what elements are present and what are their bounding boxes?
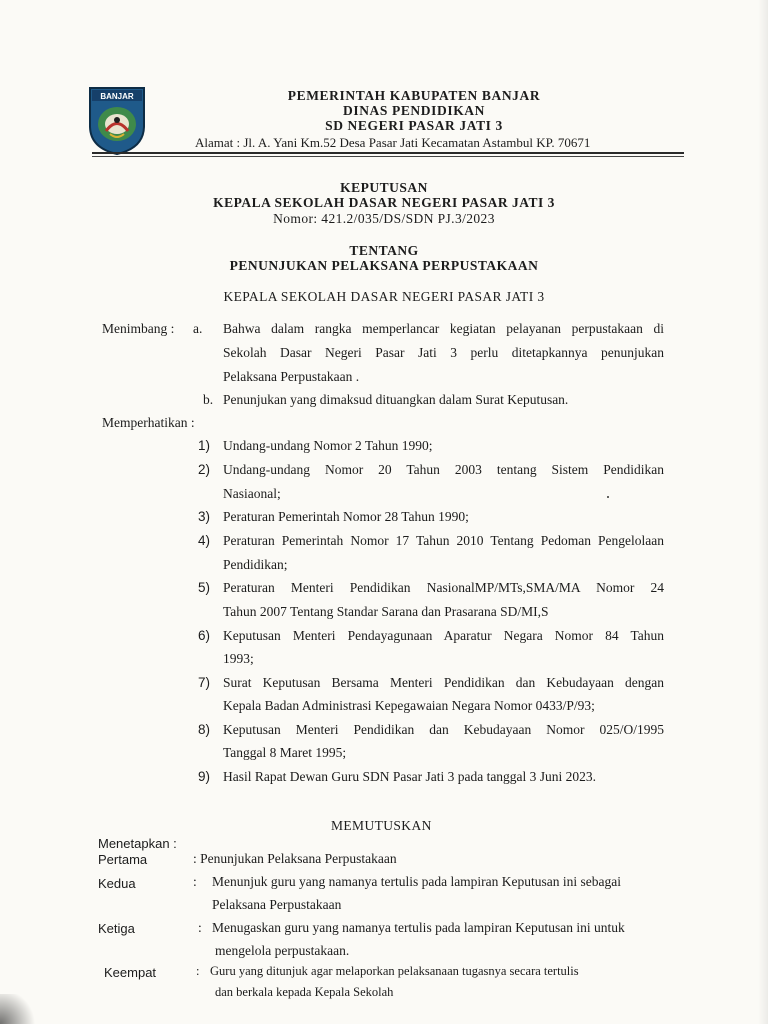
consideration-text: Surat Keputusan Bersama Menteri Pendidikan dan Kebudayaan dengan: [223, 675, 664, 690]
menimbang-a-marker: a.: [193, 321, 203, 336]
letterhead-rule-thin: [92, 156, 684, 157]
letterhead-line-department: DINAS PENDIDIKAN: [343, 103, 485, 118]
decree-issuer: KEPALA SEKOLAH DASAR NEGERI PASAR JATI 3: [213, 195, 555, 210]
menimbang-a-line-3: Pelaksana Perpustakaan .: [223, 369, 360, 384]
ketiga-label: Ketiga: [98, 921, 135, 936]
consideration-text: Peraturan Pemerintah Nomor 28 Tahun 1990;: [223, 509, 469, 524]
keempat-colon: :: [196, 964, 200, 978]
letterhead-address: Alamat : Jl. A. Yani Km.52 Desa Pasar Jati Kecamatan Astambul KP. 70671: [195, 135, 591, 150]
keempat-text-line-1: Guru yang ditunjuk agar melaporkan pelaksanaan tugasnya secara tertulis: [210, 964, 579, 978]
consideration-text: Peraturan Menteri Pendidikan NasionalMP/MTs,SMA/MA Nomor 24: [223, 580, 664, 595]
decree-number: Nomor: 421.2/035/DS/SDN PJ.3/2023: [273, 211, 495, 226]
consideration-text-continued: Tanggal 8 Maret 1995;: [223, 745, 347, 760]
menimbang-b-marker: b.: [203, 392, 214, 407]
consideration-number: 2): [197, 462, 210, 477]
ketiga-text-line-2: mengelola perpustakaan.: [215, 943, 350, 958]
letterhead-line-government: PEMERINTAH KABUPATEN BANJAR: [287, 88, 541, 103]
keempat-label: Keempat: [104, 965, 157, 980]
consideration-text: Keputusan Menteri Pendidikan dan Kebudayaan Nomor 025/O/1995: [223, 722, 664, 737]
consideration-number: 3): [197, 509, 210, 524]
memutuskan-heading: MEMUTUSKAN: [331, 818, 432, 833]
consideration-number: 4): [197, 533, 210, 548]
scan-corner-shadow: [0, 994, 40, 1024]
kedua-label: Kedua: [98, 876, 136, 891]
consideration-text-continued: Kepala Badan Administrasi Kepegawaian Negara Nomor 0433/P/93;: [223, 698, 595, 713]
consideration-number: 5): [197, 580, 210, 595]
decree-issuer-repeat: KEPALA SEKOLAH DASAR NEGERI PASAR JATI 3: [223, 289, 545, 304]
letterhead-rule-thick: [92, 152, 684, 154]
consideration-text: Peraturan Pemerintah Nomor 17 Tahun 2010 Tentang Pedoman Pengelolaan: [223, 533, 664, 548]
kedua-text-line-2: Pelaksana Perpustakaan: [212, 897, 342, 912]
scan-edge-shadow: [758, 0, 768, 1024]
menimbang-a-line-2: Sekolah Dasar Negeri Pasar Jati 3 perlu ditetapkannya penunjukan: [223, 345, 664, 360]
decree-heading: KEPUTUSAN: [340, 180, 428, 195]
kedua-text-line-1: Menunjuk guru yang namanya tertulis pada lampiran Keputusan ini sebagai: [212, 874, 622, 889]
consideration-number: 8): [197, 722, 210, 737]
consideration-number: 6): [197, 628, 210, 643]
consideration-text-continued: Tahun 2007 Tentang Standar Sarana dan Prasarana SD/MI,S: [223, 604, 549, 619]
consideration-text: Undang-undang Nomor 2 Tahun 1990;: [223, 438, 433, 453]
ketiga-text-line-1: Menugaskan guru yang namanya tertulis pada lampiran Keputusan ini untuk: [212, 920, 625, 935]
menimbang-label: Menimbang :: [102, 321, 175, 336]
pertama-text: : Penunjukan Pelaksana Perpustakaan: [193, 851, 397, 866]
ketiga-colon: :: [198, 920, 202, 935]
kedua-colon: :: [193, 874, 197, 889]
menimbang-b-text: Penunjukan yang dimaksud dituangkan dalam Surat Keputusan.: [223, 392, 569, 407]
consideration-text: Keputusan Menteri Pendayagunaan Aparatur Negara Nomor 84 Tahun: [223, 628, 664, 643]
consideration-number: 9): [197, 769, 210, 784]
letterhead-line-school: SD NEGERI PASAR JATI 3: [325, 118, 503, 133]
consideration-number: 7): [197, 675, 210, 690]
consideration-text-continued: 1993;: [223, 651, 254, 666]
decree-subject: PENUNJUKAN PELAKSANA PERPUSTAKAAN: [229, 258, 539, 273]
logo-text: BANJAR: [100, 92, 134, 101]
consideration-number: 1): [197, 438, 210, 453]
scan-speck: [607, 496, 609, 498]
consideration-text: Undang-undang Nomor 20 Tahun 2003 tentang Sistem Pendidikan: [223, 462, 664, 477]
menimbang-a-line-1: Bahwa dalam rangka memperlancar kegiatan pelayanan perpustakaan di: [223, 321, 664, 336]
decree-tentang: TENTANG: [349, 243, 419, 258]
memperhatikan-label: Memperhatikan :: [102, 415, 195, 430]
pertama-label: Pertama: [98, 852, 148, 867]
consideration-text-continued: Pendidikan;: [223, 557, 288, 572]
consideration-text-continued: Nasiaonal;: [223, 486, 281, 501]
menetapkan-label: Menetapkan :: [98, 836, 177, 851]
consideration-text: Hasil Rapat Dewan Guru SDN Pasar Jati 3 pada tanggal 3 Juni 2023.: [223, 769, 597, 784]
keempat-text-line-2: dan berkala kepada Kepala Sekolah: [215, 985, 394, 999]
